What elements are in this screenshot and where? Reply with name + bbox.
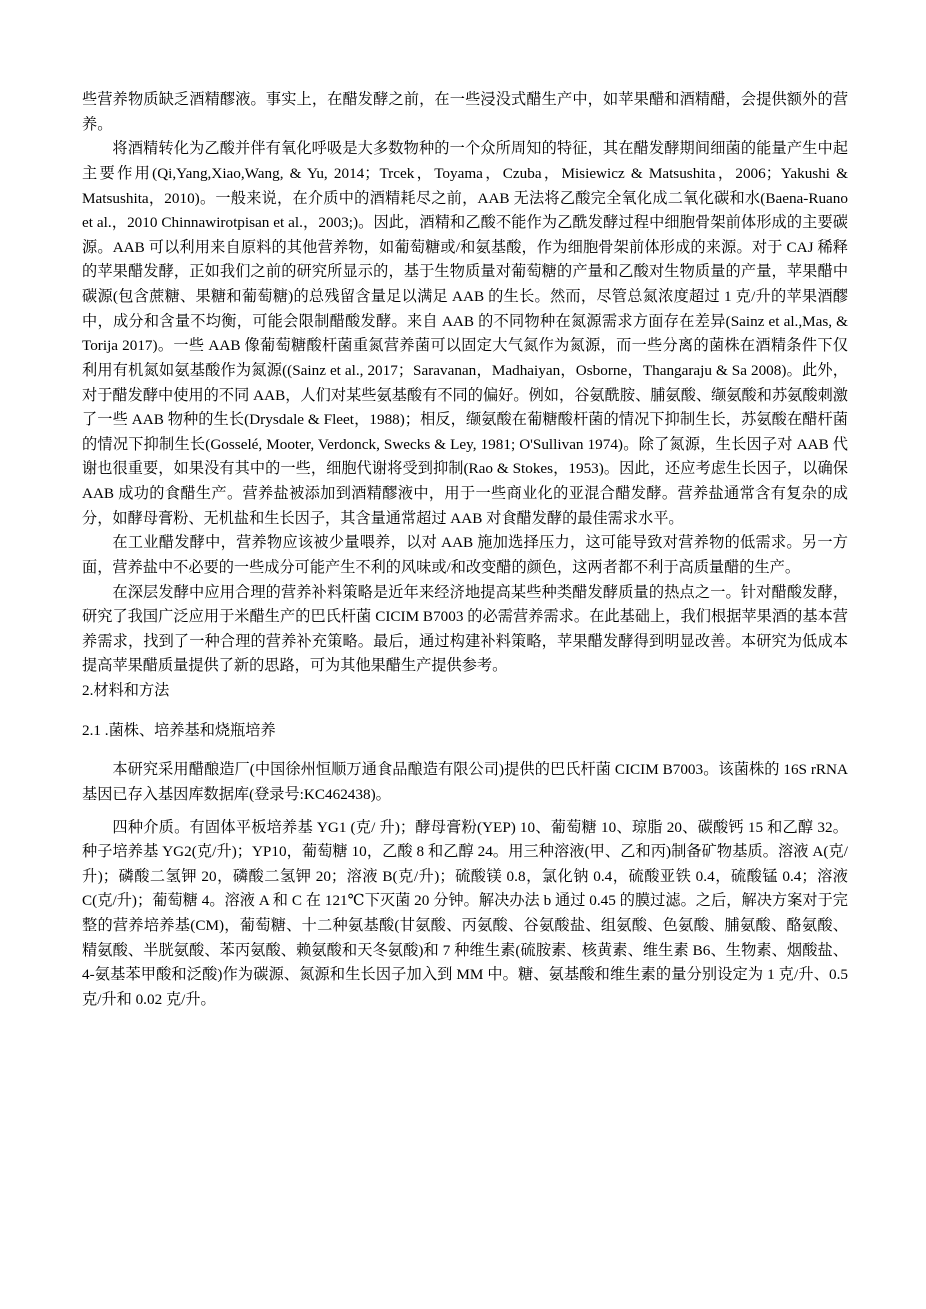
spacer (82, 704, 848, 719)
paragraph: 在工业醋发酵中，营养物应该被少量喂养，以对 AAB 施加选择压力，这可能导致对营养物的低需求。另一方面，营养盐中不必要的一些成分可能产生不利的风味或/和改变醋的颜色，这两者都不利于高质量醋的生产。 (82, 534, 848, 576)
spacer (82, 743, 848, 758)
paragraph: 将酒精转化为乙酸并伴有氧化呼吸是大多数物种的一个众所周知的特征，其在醋发酵期间细菌的能量产生中起主要作用(Qi,Yang,Xiao,Wang, & Yu, 2014；Trcek，Toyama，Czuba，Misiewicz & Matsushita，2006；Yakushi & Matsushita，2010)。一般来说，在介质中的酒精耗尽之前，AAB 无法将乙酸完全氧化成二氧化碳和水(Baena-Ruano et al.，2010 Chinnawirotpisan et al.，2003;)。因此，酒精和乙酸不能作为乙酰发酵过程中细胞骨架前体形成的主要碳源。AAB 可以利用来自原料的其他营养物，如葡萄糖或/和氨基酸，作为细胞骨架前体形成的来源。对于 CAJ 稀释的苹果醋发酵，正如我们之前的研究所显示的，基于生物质量对葡萄糖的产量和乙酸对生物质量的产量，苹果醋中碳源(包含蔗糖、果糖和葡萄糖)的总残留含量足以满足 AAB 的生长。然而，尽管总氮浓度超过 1 克/升的苹果酒醪中，成分和含量不均衡，可能会限制醋酸发酵。来自 AAB 的不同物种在氮源需求方面存在差异(Sainz et al.,Mas, & Torija 2017)。一些 AAB 像葡萄糖酸杆菌重氮营养菌可以固定大气氮作为氮源，而一些分离的菌株在酒精条件下仅利用有机氮如氨基酸作为氮源((Sainz et al., 2017；Saravanan，Madhaiyan，Osborne，Thangaraju & Sa 2008)。此外，对于醋发酵中使用的不同 AAB，人们对某些氨基酸有不同的偏好。例如，谷氨酰胺、脯氨酸、缬氨酸和苏氨酸刺激了一些 AAB 物种的生长(Drysdale & Fleet，1988)；相反，缬氨酸在葡糖酸杆菌的情况下抑制生长，苏氨酸在醋杆菌的情况下抑制生长(Gosselé, Mooter, Verdonck, Swecks & Ley, 1981; O'Sullivan 1974)。除了氮源，生长因子对 AAB 代谢也很重要，如果没有其中的一些，细胞代谢将受到抑制(Rao & Stokes，1953)。因此，还应考虑生长因子，以确保 AAB 成功的食醋生产。营养盐被添加到酒精醪液中，用于一些商业化的亚混合醋发酵。营养盐通常含有复杂的成分，如酵母膏粉、无机盐和生长因子，其含量通常超过 AAB 对食醋发酵的最佳需求水平。 (82, 140, 848, 527)
section-heading: 2.材料和方法 (82, 682, 170, 699)
paragraph: 四种介质。有固体平板培养基 YG1 (克/ 升)；酵母膏粉(YEP) 10、葡萄糖 10、琼脂 20、碳酸钙 15 和乙醇 32。种子培养基 YG2(克/升)；YP10，葡萄糖 10，乙酸 8 和乙醇 24。用三种溶液(甲、乙和丙)制备矿物基质。溶液 A(克/升)；磷酸二氢钾 20，磷酸二氢钾 20；溶液 B(克/升)；硫酸镁 0.8，氯化钠 0.4，硫酸亚铁 0.4，硫酸锰 0.4；溶液 C(克/升)；葡萄糖 4。溶液 A 和 C 在 121℃下灭菌 20 分钟。解决办法 b 通过 0.45 的膜过滤。之后，解决方案对于完整的营养培养基(CM)，葡萄糖、十二种氨基酸(甘氨酸、丙氨酸、谷氨酸盐、组氨酸、色氨酸、脯氨酸、酪氨酸、精氨酸、半胱氨酸、苯丙氨酸、赖氨酸和天冬氨酸)和 7 种维生素(硫胺素、核黄素、维生素 B6、生物素、烟酸盐、4-氨基苯甲酸和泛酸)作为碳源、氮源和生长因子加入到 MM 中。糖、氨基酸和维生素的量分别设定为 1 克/升、0.5 克/升和 0.02 克/升。 (82, 818, 848, 1008)
paragraph: 在深层发酵中应用合理的营养补料策略是近年来经济地提高某些种类醋发酵质量的热点之一。针对醋酸发酵，研究了我国广泛应用于米醋生产的巴氏杆菌 CICIM B7003 的必需营养需求。在此基础上，我们根据苹果酒的基本营养需求，找到了一种合理的营养补充策略。最后，通过构建补料策略，苹果醋发酵得到明显改善。本研究为低成本提高苹果醋质量提供了新的思路，可为其他果醋生产提供参考。 (82, 583, 848, 675)
paragraph: 本研究采用醋酿造厂(中国徐州恒顺万通食品酿造有限公司)提供的巴氏杆菌 CICIM B7003。该菌株的 16S rRNA 基因已存入基因库数据库(登录号:KC462438)。 (82, 761, 848, 803)
spacer (82, 808, 848, 816)
subsection-heading: 2.1 .菌株、培养基和烧瓶培养 (82, 721, 276, 739)
document-body (82, 88, 848, 1013)
paragraph: 些营养物质缺乏酒精醪液。事实上，在醋发酵之前，在一些浸没式醋生产中，如苹果醋和酒精醋，会提供额外的营养。 (82, 91, 848, 133)
